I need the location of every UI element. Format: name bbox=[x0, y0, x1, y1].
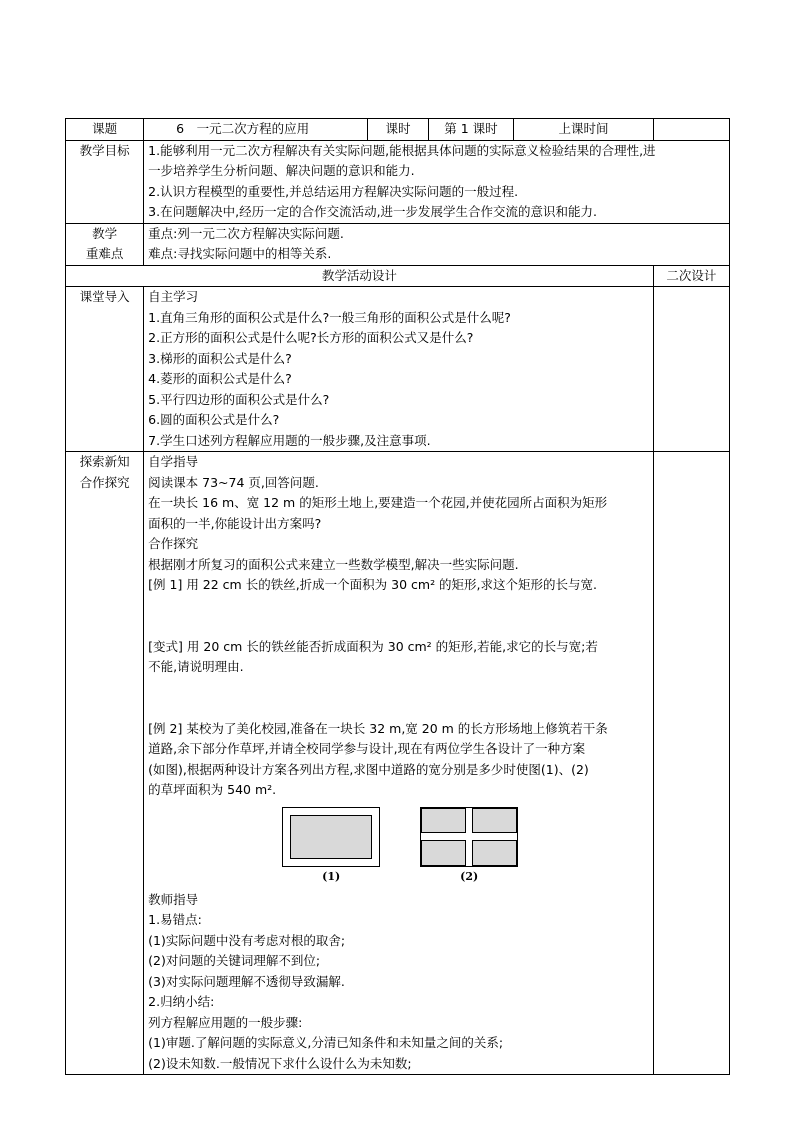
key-points-label-line2: 重难点 bbox=[85, 246, 124, 261]
lawn-area bbox=[422, 840, 466, 865]
explore-line: 教师指导 bbox=[148, 891, 199, 907]
class-time-label: 上课时间 bbox=[514, 119, 654, 141]
period-value: 第 1 课时 bbox=[428, 119, 513, 141]
example2-figures bbox=[282, 807, 649, 884]
explore-label-line1: 探索新知 bbox=[79, 454, 130, 469]
figure-1-diagram bbox=[282, 807, 380, 867]
explore-label-line2: 合作探究 bbox=[79, 474, 130, 490]
subject-label: 课题 bbox=[66, 119, 144, 141]
variant-line: 不能,请说明理由. bbox=[148, 659, 244, 674]
intro-line: 3.梯形的面积公式是什么? bbox=[148, 350, 292, 366]
lawn-area bbox=[422, 808, 466, 832]
second-design-heading: 二次设计 bbox=[653, 265, 729, 287]
intro-row bbox=[66, 287, 730, 452]
intro-line: 1.直角三角形的面积公式是什么?一般三角形的面积公式是什么呢? bbox=[148, 309, 511, 325]
intro-label: 课堂导入 bbox=[66, 287, 144, 452]
variant-line: [变式] 用 20 cm 长的铁丝能否折成面积为 30 cm² 的矩形,若能,求它的长与宽;若 bbox=[148, 638, 598, 654]
objective-line: 一步培养学生分析问题、解决问题的意识和能力. bbox=[148, 163, 415, 178]
intro-second-design bbox=[653, 287, 729, 452]
intro-content bbox=[144, 287, 654, 452]
explore-line: (3)对实际问题理解不透彻导致漏解. bbox=[148, 973, 345, 989]
key-point-line: 难点:寻找实际问题中的相等关系. bbox=[148, 246, 332, 261]
explore-content bbox=[144, 452, 654, 1075]
explore-second-design bbox=[653, 452, 729, 1075]
lawn-area bbox=[473, 808, 517, 832]
answer-space bbox=[148, 596, 649, 637]
period-label: 课时 bbox=[368, 119, 428, 141]
explore-line: 阅读课本 73~74 页,回答问题. bbox=[148, 474, 319, 490]
intro-line: 自主学习 bbox=[148, 289, 199, 304]
figure-2 bbox=[420, 807, 518, 884]
explore-label bbox=[66, 452, 144, 1075]
key-point-line: 重点:列一元二次方程解决实际问题. bbox=[148, 225, 344, 241]
header-row bbox=[66, 119, 730, 141]
example2-line: [例 2] 某校为了美化校园,准备在一块长 32 m,宽 20 m 的长方形场地上修筑若干条 bbox=[148, 720, 608, 736]
explore-line: (2)对问题的关键词理解不到位; bbox=[148, 953, 321, 968]
example2-line: 的草坪面积为 540 m². bbox=[148, 782, 277, 797]
explore-line: (1)审题.了解问题的实际意义,分清已知条件和未知量之间的关系; bbox=[148, 1035, 504, 1050]
objective-line: 2.认识方程模型的重要性,并总结运用方程解决实际问题的一般过程. bbox=[148, 183, 519, 199]
activity-design-heading: 教学活动设计 bbox=[66, 265, 654, 287]
example1-line: [例 1] 用 22 cm 长的铁丝,折成一个面积为 30 cm² 的矩形,求这个矩形的长与宽. bbox=[148, 577, 598, 592]
intro-line: 6.圆的面积公式是什么? bbox=[148, 412, 280, 427]
explore-line: (2)设未知数.一般情况下求什么设什么为未知数; bbox=[148, 1055, 412, 1071]
lawn-area bbox=[291, 815, 372, 858]
figure-2-diagram bbox=[420, 807, 518, 867]
explore-line: 2.归纳小结: bbox=[148, 994, 215, 1009]
design-header-row bbox=[66, 265, 730, 287]
objectives-label: 教学目标 bbox=[66, 140, 144, 223]
intro-line: 4.菱形的面积公式是什么? bbox=[148, 371, 292, 386]
key-points-label-line1: 教学 bbox=[92, 225, 118, 241]
key-points-content bbox=[144, 223, 730, 265]
intro-line: 5.平行四边形的面积公式是什么? bbox=[148, 391, 330, 407]
explore-line: 面积的一半,你能设计出方案吗? bbox=[148, 515, 322, 531]
figure-1-label: (1) bbox=[322, 869, 341, 883]
lesson-plan-table bbox=[65, 118, 730, 1075]
explore-line: 合作探究 bbox=[148, 536, 199, 551]
explore-line: 列方程解应用题的一般步骤: bbox=[148, 1014, 303, 1030]
explore-line: 在一块长 16 m、宽 12 m 的矩形土地上,要建造一个花园,并使花园所占面积为矩形 bbox=[148, 495, 608, 510]
key-points-row bbox=[66, 223, 730, 265]
figure-1 bbox=[282, 807, 380, 884]
objective-line: 3.在问题解决中,经历一定的合作交流活动,进一步发展学生合作交流的意识和能力. bbox=[148, 204, 598, 219]
explore-line: 自学指导 bbox=[148, 454, 199, 469]
explore-row bbox=[66, 452, 730, 1075]
explore-line: (1)实际问题中没有考虑对根的取舍; bbox=[148, 932, 346, 948]
example2-line: 道路,余下部分作草坪,并请全校同学参与设计,现在有两位学生各设计了一种方案 bbox=[148, 741, 586, 756]
subject-value: 6 一元二次方程的应用 bbox=[144, 119, 368, 141]
explore-line: 根据刚才所复习的面积公式来建立一些数学模型,解决一些实际问题. bbox=[148, 556, 519, 572]
figure-2-label: (2) bbox=[460, 869, 479, 883]
objectives-content bbox=[144, 140, 730, 223]
explore-line: 1.易错点: bbox=[148, 912, 202, 927]
answer-space bbox=[148, 678, 649, 719]
example2-line: (如图),根据两种设计方案各列出方程,求图中道路的宽分别是多少时使图(1)、(2) bbox=[148, 761, 589, 777]
intro-line: 7.学生口述列方程解应用题的一般步骤,及注意事项. bbox=[148, 432, 431, 448]
lawn-area bbox=[473, 840, 517, 865]
objectives-row bbox=[66, 140, 730, 223]
key-points-label bbox=[66, 223, 144, 265]
intro-line: 2.正方形的面积公式是什么呢?长方形的面积公式又是什么? bbox=[148, 330, 474, 345]
objective-line: 1.能够利用一元二次方程解决有关实际问题,能根据具体问题的实际意义检验结果的合理性,进 bbox=[148, 142, 656, 158]
class-time-value bbox=[653, 119, 729, 141]
